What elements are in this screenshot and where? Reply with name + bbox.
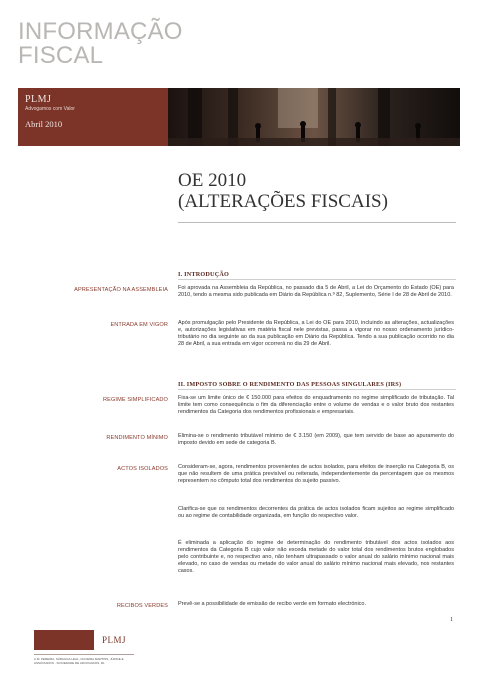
footer-logo-block xyxy=(34,630,94,650)
paragraph: Após promulgação pelo Presidente da República, a Lei do OE para 2010, incluindo as alterações, actualizações e, autorizações legislativas em matéria fiscal nele previstas, passa a vigorar no nosso ordenamento jurídico-tributário no dia seguinte ao da sua publicação em Diário da República. Tendo a sua publicação ocorrido no dia 28 de Abril, a sua entrada em vigor ocorrerá no dia 29 de Abril. xyxy=(178,320,454,347)
section-heading-divider xyxy=(178,389,456,390)
paragraph: Elimina-se o rendimento tributável mínimo de € 3.150 (em 2009), que tem servido de base ao apuramento do imposto devido em sede de categoria B. xyxy=(178,433,454,446)
header-banner xyxy=(18,88,460,146)
footer-logo xyxy=(34,630,134,650)
side-label: ENTRADA EM VIGOR xyxy=(110,322,168,328)
document-title xyxy=(178,170,388,212)
paragraph: Consideram-se, agora, rendimentos provenientes de actos isolados, para efeitos de inserção na Categoria B, os que não resultem de uma prática previsível ou reiterada, independentemente da percentagem que os mesmos representem no cômputo total dos rendimentos do sujeito passivo. xyxy=(178,464,454,484)
footer-divider xyxy=(34,654,134,655)
paragraph: Clarifica-se que os rendimentos decorrentes da prática de actos isolados ficam sujeitos ao regime simplificado ou ao regime de contabilidade organizada, em função do respectivo valor. xyxy=(178,506,454,519)
paragraph: Foi aprovada na Assembleia da República, no passado dia 5 de Abril, a Lei do Orçamento do Estado (OE) para 2010, tendo a mesma sido publicada em Diário da República n.º 82, Suplemento, Série I de 28 de Abril de 2010. xyxy=(178,285,454,298)
issue-date: Abril 2010 xyxy=(25,119,63,129)
title-divider xyxy=(178,222,456,223)
document-title-line2: (ALTERAÇÕES FISCAIS) xyxy=(178,191,388,212)
paragraph: Prevê-se a possibilidade de emissão de recibo verde em formato electrónico. xyxy=(178,601,367,607)
document-title-line1: OE 2010 xyxy=(178,170,247,191)
banner-photo xyxy=(168,88,460,146)
publication-title-line1: INFORMAÇÃO xyxy=(18,18,183,45)
paragraph: É eliminada a aplicação do regime de determinação do rendimento tributável dos actos isolados aos rendimentos da Categoria B cujo valor não exceda metade do valor total dos rendimentos brutos englobados pelo contribuinte e, no respectivo ano, não tenham ultrapassado o valor anual do salário mínimo nacional mais elevado, no caso de vendas ou metade do valor anual do salário mínimo nacional mais elevado, nos restantes casos. xyxy=(178,540,454,574)
banner-brand-block xyxy=(18,88,168,146)
section-heading: II. IMPOSTO SOBRE O RENDIMENTO DAS PESSOAS SINGULARES (IRS) xyxy=(178,381,402,388)
publication-title xyxy=(18,20,183,68)
side-label: REGIME SIMPLIFICADO xyxy=(103,397,168,403)
banner-brand: PLMJ xyxy=(25,94,52,105)
side-label: RENDIMENTO MÍNIMO xyxy=(106,435,168,441)
footer-address: A.M. PEREIRA, SÁRAGGA LEAL, OLIVEIRA MARTINS, JÚDICE E ASSOCIADOS · SOCIEDADE DE ADVOGADOS, RL xyxy=(34,657,124,665)
side-label: APRESENTAÇÃO NA ASSEMBLEIA xyxy=(74,287,168,293)
side-label: ACTOS ISOLADOS xyxy=(117,466,168,472)
page-number: 1 xyxy=(450,617,453,623)
section-heading-divider xyxy=(178,279,456,280)
paragraph: Fixa-se um limite único de € 150.000 para efeitos do enquadramento no regime simplificado de tributação. Tal limite tem como consequência o fim da diferenciação entre o volume de vendas e o valor bruto dos restantes rendimentos da Categoria dos rendimentos profissionais e empresariais. xyxy=(178,395,454,415)
banner-photo-image xyxy=(168,88,460,146)
banner-tagline: Advogamos com Valor xyxy=(25,106,75,112)
section-heading: I. INTRODUÇÃO xyxy=(178,271,230,278)
side-label: RECIBOS VERDES xyxy=(116,603,168,609)
publication-title-line2: FISCAL xyxy=(18,42,104,69)
footer-logo-text: PLMJ xyxy=(101,635,126,645)
